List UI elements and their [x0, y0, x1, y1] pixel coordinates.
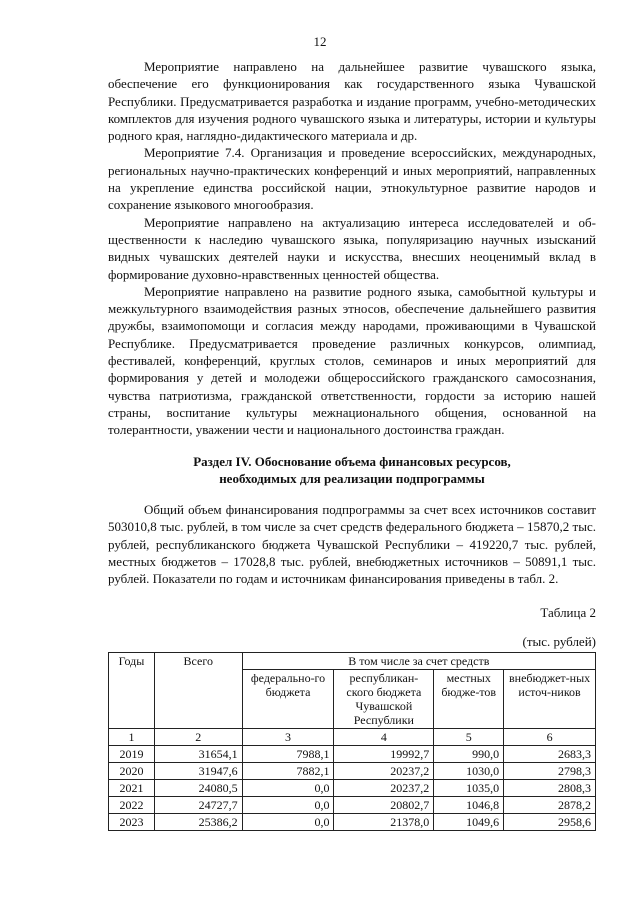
cell-local: 1046,8: [434, 796, 504, 813]
cell-extra: 2683,3: [504, 745, 596, 762]
cell-year: 2020: [109, 762, 155, 779]
cell-year: 2023: [109, 813, 155, 830]
paragraph: Мероприятие направлено на развитие родного языка, самобытной культуры и межкультурного взаимодействия разных этносов, обеспечение дальнейшего развития дружбы, взаимопомощи и согласия между народами, проживающими в Чувашской Республике. Предусматривается проведение различных конкурсов, олимпиад, фестивалей, конференций, круглых столов, семинаров и иных мероприятий для формирования у детей и молодежи общероссийского гражданского самосознания, чувства патриотизма, гражданской ответственности, гордости за историю нашей страны, воспитание культуры межнационального общения, основанной на толерантности, уважении чести и национального достоинства граждан.: [108, 283, 596, 438]
cell-republican: 21378,0: [334, 813, 434, 830]
column-number: 1: [109, 728, 155, 745]
section-heading-line: необходимых для реализации подпрограммы: [219, 470, 485, 486]
cell-local: 990,0: [434, 745, 504, 762]
financing-table: [108, 652, 596, 831]
table-row: [109, 745, 596, 762]
column-number: 5: [434, 728, 504, 745]
cell-republican: 20802,7: [334, 796, 434, 813]
paragraph: Мероприятие направлено на дальнейшее развитие чувашского языка, обеспечение его функционирования как государственного языка Чувашской Республики. Предусматривается разработка и издание программ, учебно-методических комплектов для изучения родного чувашского языка и литературы, истории и культуры родного края, наглядно-дидактического материала и др.: [108, 59, 596, 144]
table-caption: Таблица 2: [540, 604, 596, 620]
header-local: местных бюдже-тов: [434, 669, 504, 728]
table-row: [109, 796, 596, 813]
cell-republican: 20237,2: [334, 762, 434, 779]
paragraph: Мероприятие направлено на актуализацию интереса исследователей и общественности к наследию чувашского языка, популяризацию научных изысканий видных чувашских деятелей науки и искусства, внесших неоценимый вклад в формирование духовно-нравственных ценностей общества.: [108, 214, 596, 282]
table-row: [109, 762, 596, 779]
table-row: [109, 779, 596, 796]
column-number: 2: [154, 728, 242, 745]
column-number: 3: [242, 728, 334, 745]
cell-local: 1030,0: [434, 762, 504, 779]
page-number: 12: [313, 34, 327, 49]
section-heading: [108, 453, 596, 488]
table-units: (тыс. рублей): [522, 633, 596, 649]
header-including: В том числе за счет средств: [242, 652, 595, 669]
section-heading-line: Раздел IV. Обоснование объема финансовых ресурсов,: [193, 453, 511, 469]
cell-extra: 2808,3: [504, 779, 596, 796]
cell-year: 2021: [109, 779, 155, 796]
financing-paragraph: Общий объем финансирования подпрограммы за счет всех источников составит 503010,8 тыс. рублей, в том числе за счет средств федерального бюджета – 15870,2 тыс. рублей, республиканского бюджета Чувашской Республики – 419220,7 тыс. рублей, местных бюджетов – 17028,8 тыс. рублей, внебюджетных источников – 50891,1 тыс. рублей. Показатели по годам и источникам финансирования приведены в табл. 2.: [108, 502, 596, 587]
cell-total: 24080,5: [154, 779, 242, 796]
cell-republican: 19992,7: [334, 745, 434, 762]
cell-extra: 2798,3: [504, 762, 596, 779]
header-federal: федерально-го бюджета: [242, 669, 334, 728]
cell-year: 2022: [109, 796, 155, 813]
cell-total: 24727,7: [154, 796, 242, 813]
cell-local: 1035,0: [434, 779, 504, 796]
column-number-row: [109, 728, 596, 745]
cell-total: 25386,2: [154, 813, 242, 830]
paragraph: Мероприятие 7.4. Организация и проведение всероссийских, международных, региональных научно-практических конференций и иных мероприятий, направленных на укрепление единства российской нации, этнокультурное развитие народов и сохранение языкового многообразия.: [108, 145, 596, 213]
cell-federal: 0,0: [242, 779, 334, 796]
cell-total: 31654,1: [154, 745, 242, 762]
table-row: [109, 813, 596, 830]
cell-extra: 2958,6: [504, 813, 596, 830]
header-total: Всего: [154, 652, 242, 728]
header-republican: республикан-ского бюджета Чувашской Республики: [334, 669, 434, 728]
cell-federal: 7988,1: [242, 745, 334, 762]
header-extra: внебюджет-ных источ-ников: [504, 669, 596, 728]
cell-federal: 0,0: [242, 796, 334, 813]
cell-year: 2019: [109, 745, 155, 762]
cell-extra: 2878,2: [504, 796, 596, 813]
cell-local: 1049,6: [434, 813, 504, 830]
cell-total: 31947,6: [154, 762, 242, 779]
cell-federal: 7882,1: [242, 762, 334, 779]
column-number: 4: [334, 728, 434, 745]
column-number: 6: [504, 728, 596, 745]
document-body: [108, 58, 596, 831]
header-years: Годы: [109, 652, 155, 728]
cell-federal: 0,0: [242, 813, 334, 830]
cell-republican: 20237,2: [334, 779, 434, 796]
